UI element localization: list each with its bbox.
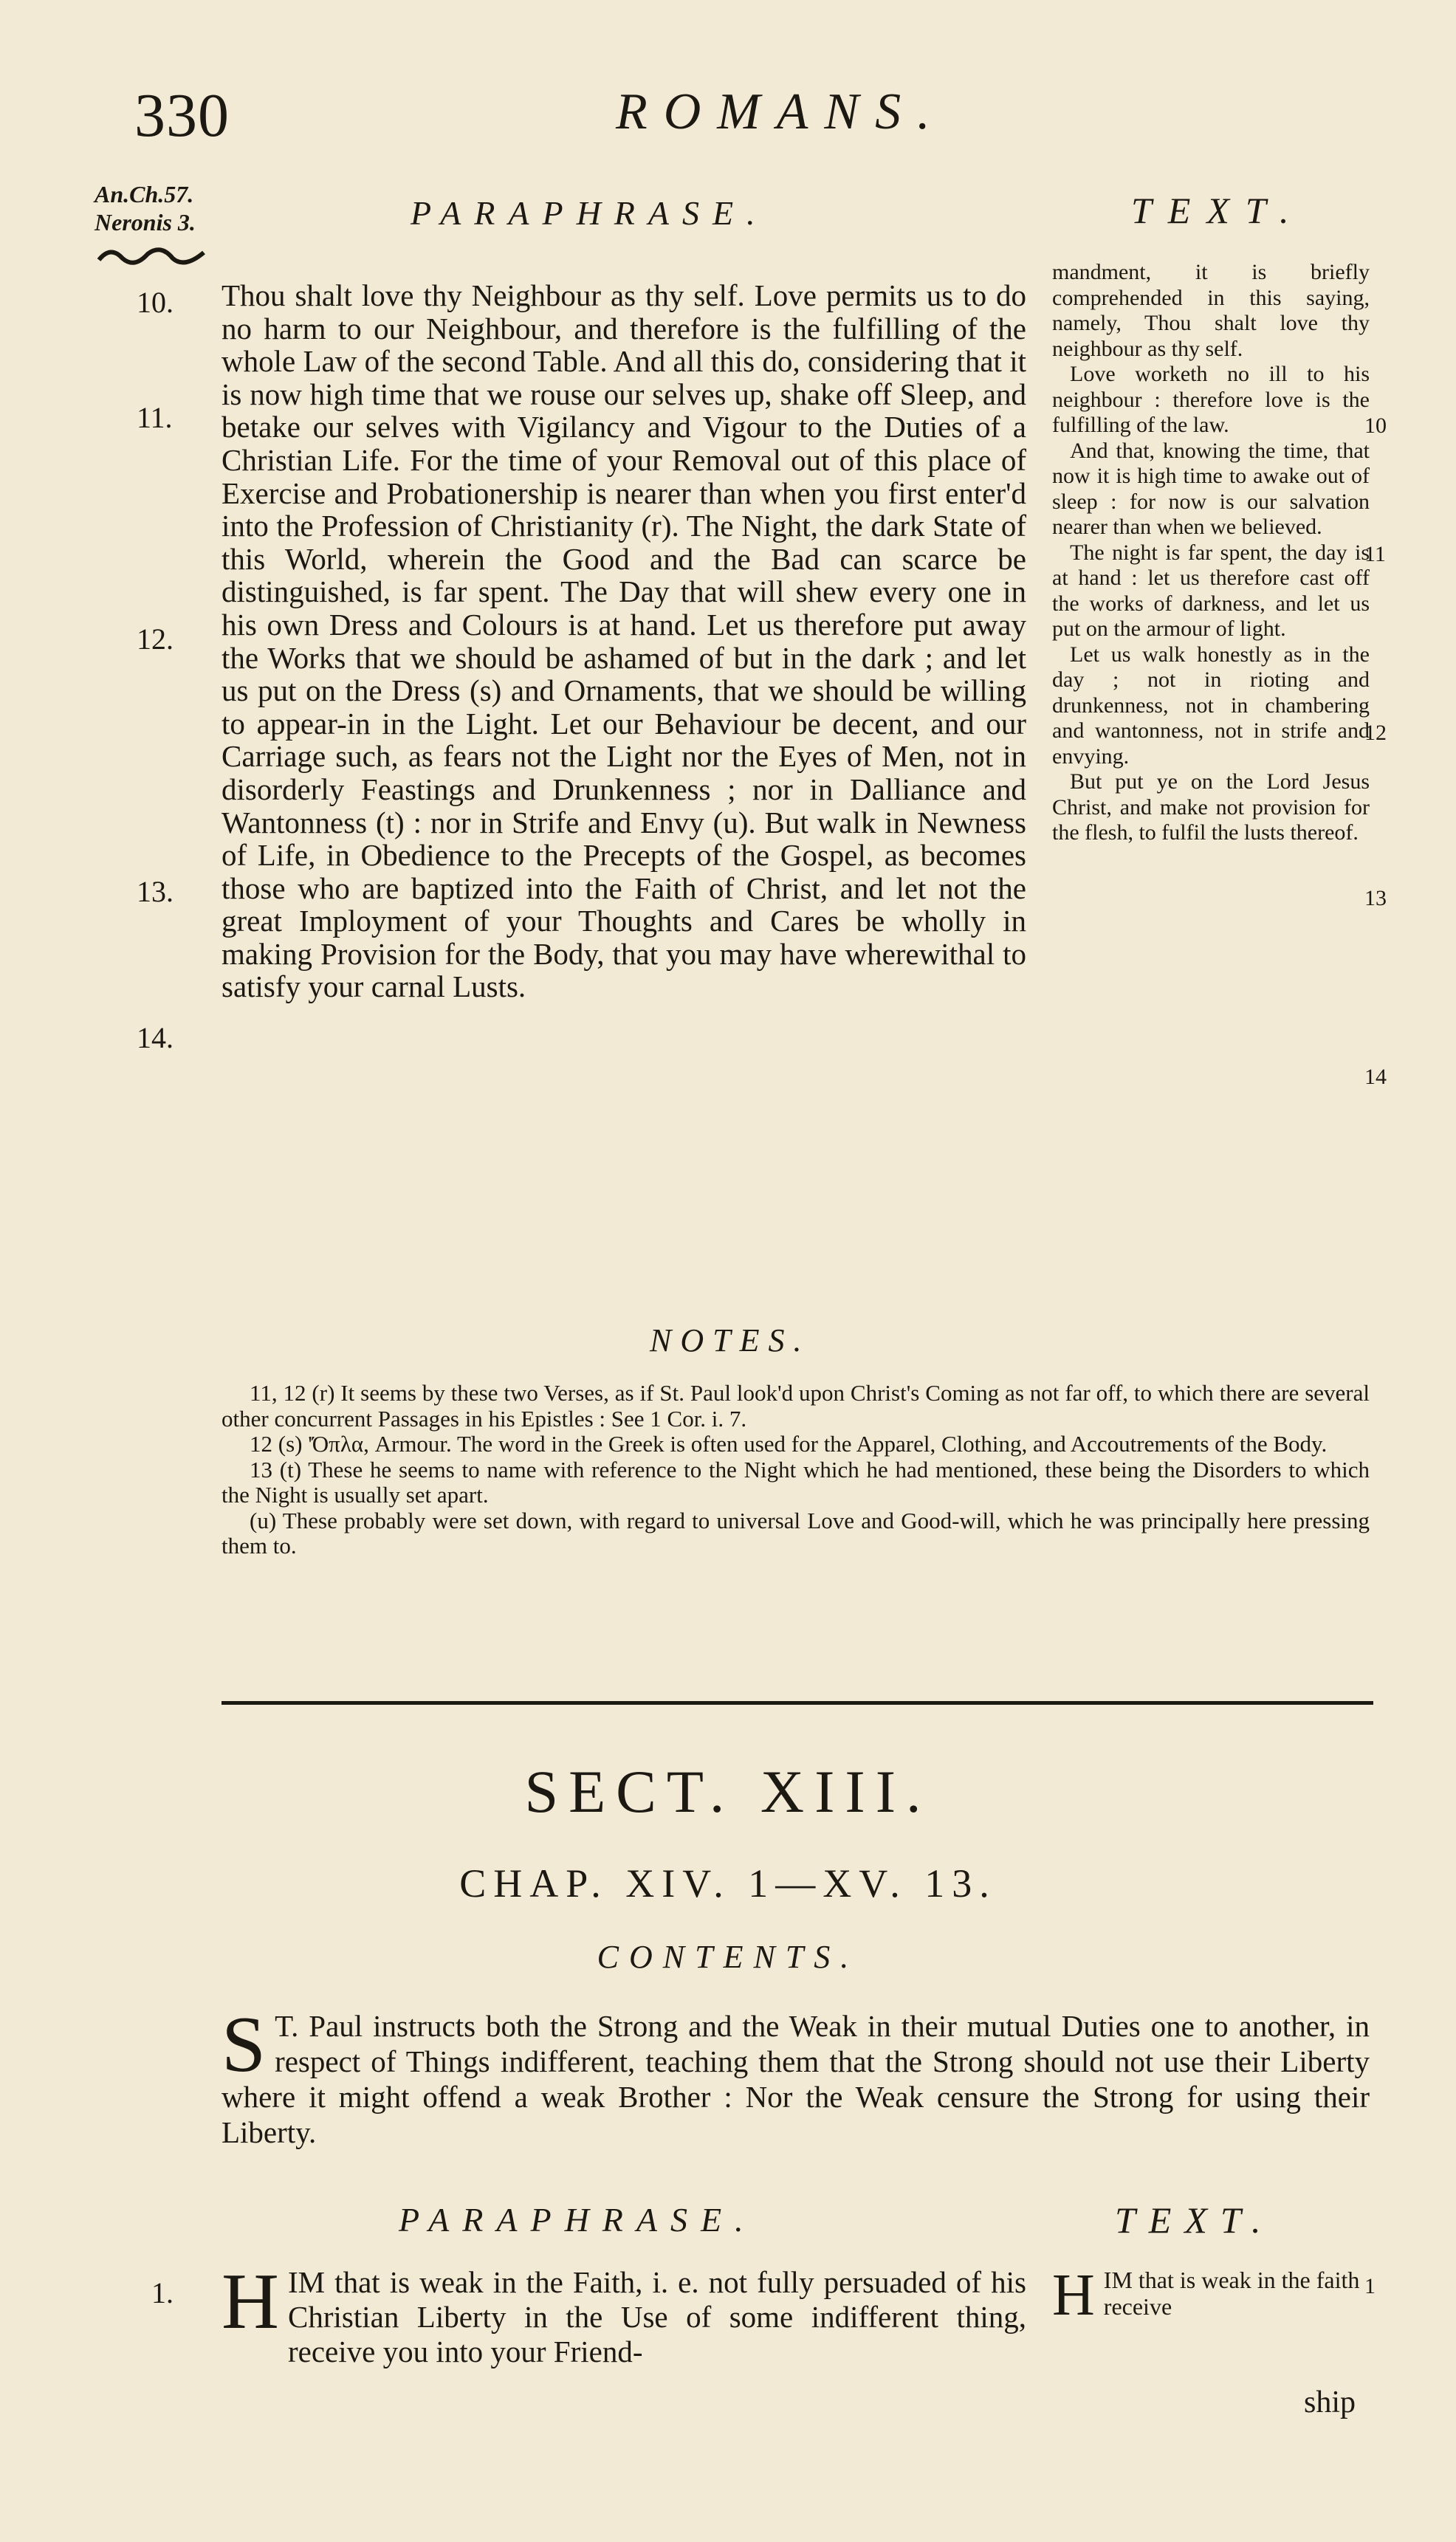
text-verse-mark: 11 [1364, 542, 1386, 566]
ornament-divider [96, 242, 207, 269]
text-verse-mark: 12 [1364, 721, 1387, 745]
contents-heading: CONTENTS. [597, 1939, 859, 1975]
drop-cap: S [222, 2001, 267, 2089]
paraphrase-body: Thou shalt love thy Neighbour as thy self. Love permits us to do no harm to our Neighbour, and therefore is the fulfilling of the whole Law of the second Table. And all this do, considering that it is now high time that we rouse our selves up, shake off Sleep, and betake our selves with Vigilancy and Vigour to the Duties of a Christian Life. For the time of your Removal out of this place of Exercise and Probationership is nearer than when you first enter'd into the Profession of Christianity (r). The Night, the dark State of this World, wherein the Good and the Bad can scarce be distinguished, is far spent. The Day that will shew every one in his own Dress and Colours is at hand. Let us therefore put away the Works that we should be ashamed of but in the dark ; and let us put on the Dress (s) and Ornaments, that we should be willing to appear-in in the Light. Let our Behaviour be decent, and our Carriage such, as fears not the Light nor the Eyes of Men, not in disorderly Feastings and Drunkenness ; nor in Dalliance and Wantonness (t) : nor in Strife and Envy (u). But walk in Newness of Life, in Obedience to the Precepts of the Gospel, as becomes those who are baptized into the Faith of Christ, and let not the great Imployment of your Thoughts and Cares be wholly in making Provision for the Body, that you may have wherewithal to satisfy your carnal Lusts. [222, 278, 1026, 1004]
text-verse: IM that is weak in the faith receive [1103, 2267, 1360, 2320]
notes-block [222, 1381, 1370, 1559]
paraphrase-heading: PARAPHRASE. [399, 2201, 757, 2239]
paraphrase-heading: PARAPHRASE. [411, 194, 769, 232]
notes-heading: NOTES. [650, 1322, 811, 1358]
text-column [1052, 260, 1370, 846]
note-item: 11, 12 (r) It seems by these two Verses, as if St. Paul look'd upon Christ's Coming as not far off, to which there are several other concurrent Passages in his Epistles : See 1 Cor. i. 7. [222, 1380, 1370, 1432]
contents-text: T. Paul instructs both the Strong and the Weak in their mutual Duties one to another, in respect of Things indifferent, teaching them that the Strong should not use their Liberty where it might offend a weak Brother : Nor the Weak censure the Strong for using their Liberty. [222, 2009, 1370, 2149]
chapter-title: CHAP. XIV. 1—XV. 13. [459, 1861, 997, 1906]
verse-number: 12. [137, 622, 174, 656]
note-item: 12 (s) 'Όπλα, Armour. The word in the Greek is often used for the Apparel, Clothing, and Accoutrements of the Body. [250, 1431, 1328, 1457]
catchword: ship [1304, 2385, 1356, 2419]
text-verse: Love worketh no ill to his neighbour : therefore love is the fulfilling of the law. [1052, 362, 1370, 437]
verse-number: 1. [151, 2276, 174, 2309]
note-item: 13 (t) These he seems to name with reference to the Night which he had mentioned, these being the Disorders to which the Night is usually set apart. [222, 1456, 1370, 1508]
paraphrase-column [222, 2258, 1026, 2369]
section-rule [222, 1701, 1373, 1705]
verse-number: 13. [137, 875, 174, 908]
text-verse-mark: 14 [1364, 1065, 1387, 1089]
margin-date [95, 180, 196, 236]
text-verse-mark: 10 [1364, 413, 1387, 438]
margin-date-year: An.Ch.57. [95, 181, 194, 207]
page-number: 330 [134, 81, 230, 150]
drop-cap: H [222, 2258, 279, 2346]
text-verse-mark: 1 [1364, 2274, 1376, 2298]
contents-summary [222, 2001, 1370, 2150]
paraphrase-column [222, 279, 1026, 1003]
text-heading: TEXT. [1115, 2199, 1274, 2241]
text-verse-mark: 13 [1364, 886, 1387, 910]
verse-number: 11. [137, 401, 173, 434]
text-column [1052, 2263, 1370, 2328]
text-verse: And that, knowing the time, that now it is high time to awake out of sleep : for now is our salvation nearer than when we believed. [1052, 438, 1370, 539]
section-title: SECT. XIII. [524, 1758, 932, 1825]
text-verse: But put ye on the Lord Jesus Christ, and make not provision for the flesh, to fulfil the lusts thereof. [1052, 769, 1370, 845]
verse-number: 10. [137, 286, 174, 319]
text-heading: TEXT. [1131, 190, 1305, 231]
note-item: (u) These probably were set down, with regard to universal Love and Good-will, which he was principally here pressing them to. [222, 1507, 1370, 1559]
text-verse: Let us walk honestly as in the day ; not in rioting and drunkenness, not in chambering and wantonness, not in strife and envying. [1052, 642, 1370, 769]
drop-cap: H [1052, 2263, 1095, 2328]
running-title: ROMANS. [616, 83, 947, 140]
margin-date-reign: Neronis 3. [95, 209, 196, 236]
text-verse: mandment, it is briefly comprehended in this saying, namely, Thou shalt love thy neighbour as thy self. [1052, 260, 1370, 361]
verse-number: 14. [137, 1021, 174, 1054]
paraphrase-body: IM that is weak in the Faith, i. e. not fully persuaded of his Christian Liberty in the Use of some indifferent thing, receive you into your Friend- [288, 2265, 1026, 2368]
text-verse: The night is far spent, the day is at hand : let us therefore cast off the works of darkness, and let us put on the armour of light. [1052, 540, 1370, 641]
